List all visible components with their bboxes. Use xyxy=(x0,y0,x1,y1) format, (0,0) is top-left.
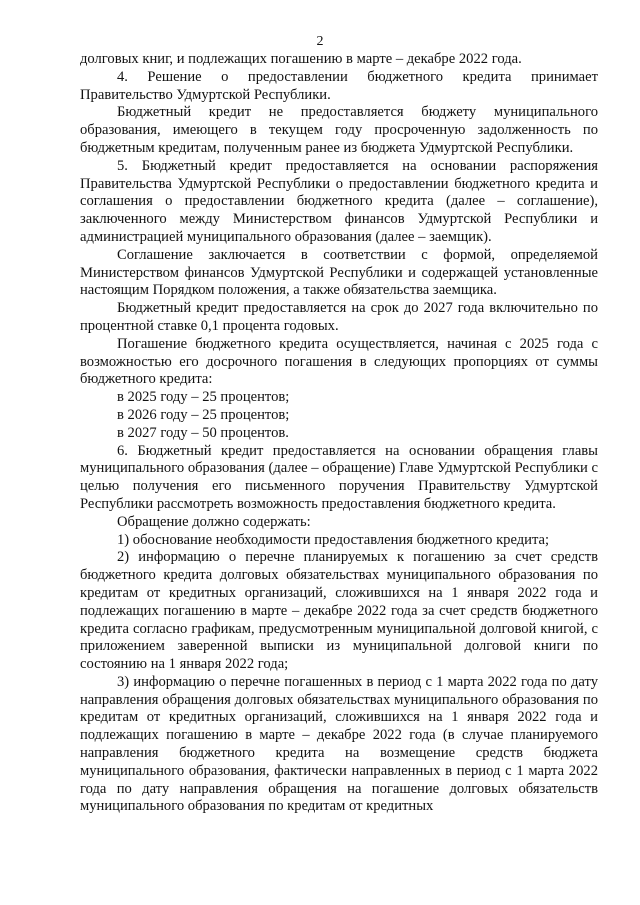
paragraph-item-6: 6. Бюджетный кредит предоставляется на основании обращения главы муниципального образования (далее – обращение) Главе Удмуртской Республики с целью получения его письменного поручения Правительству Удмуртской Республики рассмотреть возможность предоставления бюджетного кредита. xyxy=(80,442,598,512)
list-item-2: 2) информацию о перечне планируемых к погашению за счет средств бюджетного кредита долговых обязательствах муниципального образования по кредитам от кредитных организаций, сложившихся на 1 января 2022 года и подлежащих погашению в марте – декабре 2022 года за счет средств бюджетного кредита согласно графикам, предусмотренным муниципальной долговой книгой, с приложением заверенной выписки из муниципальной долговой книги по состоянию на 1 января 2022 года; xyxy=(80,549,598,673)
list-item-2025: в 2025 году – 25 процентов; xyxy=(117,389,290,406)
paragraph-no-credit-condition: Бюджетный кредит не предоставляется бюджету муниципального образования, имеющего в текущем году просроченную задолженность по бюджетным кредитам, полученным ранее из бюджета Удмуртской Республики. xyxy=(80,104,598,156)
paragraph-continuation: долговых книг, и подлежащих погашению в марте – декабре 2022 года. xyxy=(80,51,522,67)
document-body xyxy=(80,51,598,816)
paragraph-item-5: 5. Бюджетный кредит предоставляется на основании распоряжения Правительства Удмуртской Республики о предоставлении бюджетного кредита и соглашения о предоставлении бюджетного кредита (далее – соглашение), заключенного между Министерством финансов Удмуртской Республики и администрацией муниципального образования (далее – заемщик). xyxy=(80,157,598,245)
paragraph-credit-term: Бюджетный кредит предоставляется на срок до 2027 года включительно по процентной ставке 0,1 процента годовых. xyxy=(80,300,598,334)
list-item-2027: в 2027 году – 50 процентов. xyxy=(117,424,289,441)
paragraph-agreement-form: Соглашение заключается в соответствии с формой, определяемой Министерством финансов Удмуртской Республики и содержащей установленные настоящим Порядком положения, а также обязательства заемщика. xyxy=(80,246,598,299)
paragraph-item-4: 4. Решение о предоставлении бюджетного кредита принимает Правительство Удмуртской Республики. xyxy=(80,68,598,103)
paragraph-repayment: Погашение бюджетного кредита осуществляется, начиная с 2025 года с возможностью его досрочного погашения в следующих пропорциях от суммы бюджетного кредита: xyxy=(80,335,598,388)
list-item-2026: в 2026 году – 25 процентов; xyxy=(117,406,290,423)
page-number: 2 xyxy=(316,34,324,49)
paragraph-request-contents: Обращение должно содержать: xyxy=(117,513,311,530)
list-item-1: 1) обоснование необходимости предоставления бюджетного кредита; xyxy=(117,531,550,548)
list-item-3: 3) информацию о перечне погашенных в период с 1 марта 2022 года по дату направления обращения долговых обязательствах муниципального образования по кредитам от кредитных организаций, сложившихся на 1 января 2022 года и подлежащих погашению в марте – декабре 2022 года (в случае планируемого направления бюджетного кредита на возмещение средств бюджета муниципального образования, фактически направленных в период с 1 марта 2022 года по дату направления обращения на погашение долговых обязательств муниципального образования по кредитам от кредитных xyxy=(80,673,598,815)
